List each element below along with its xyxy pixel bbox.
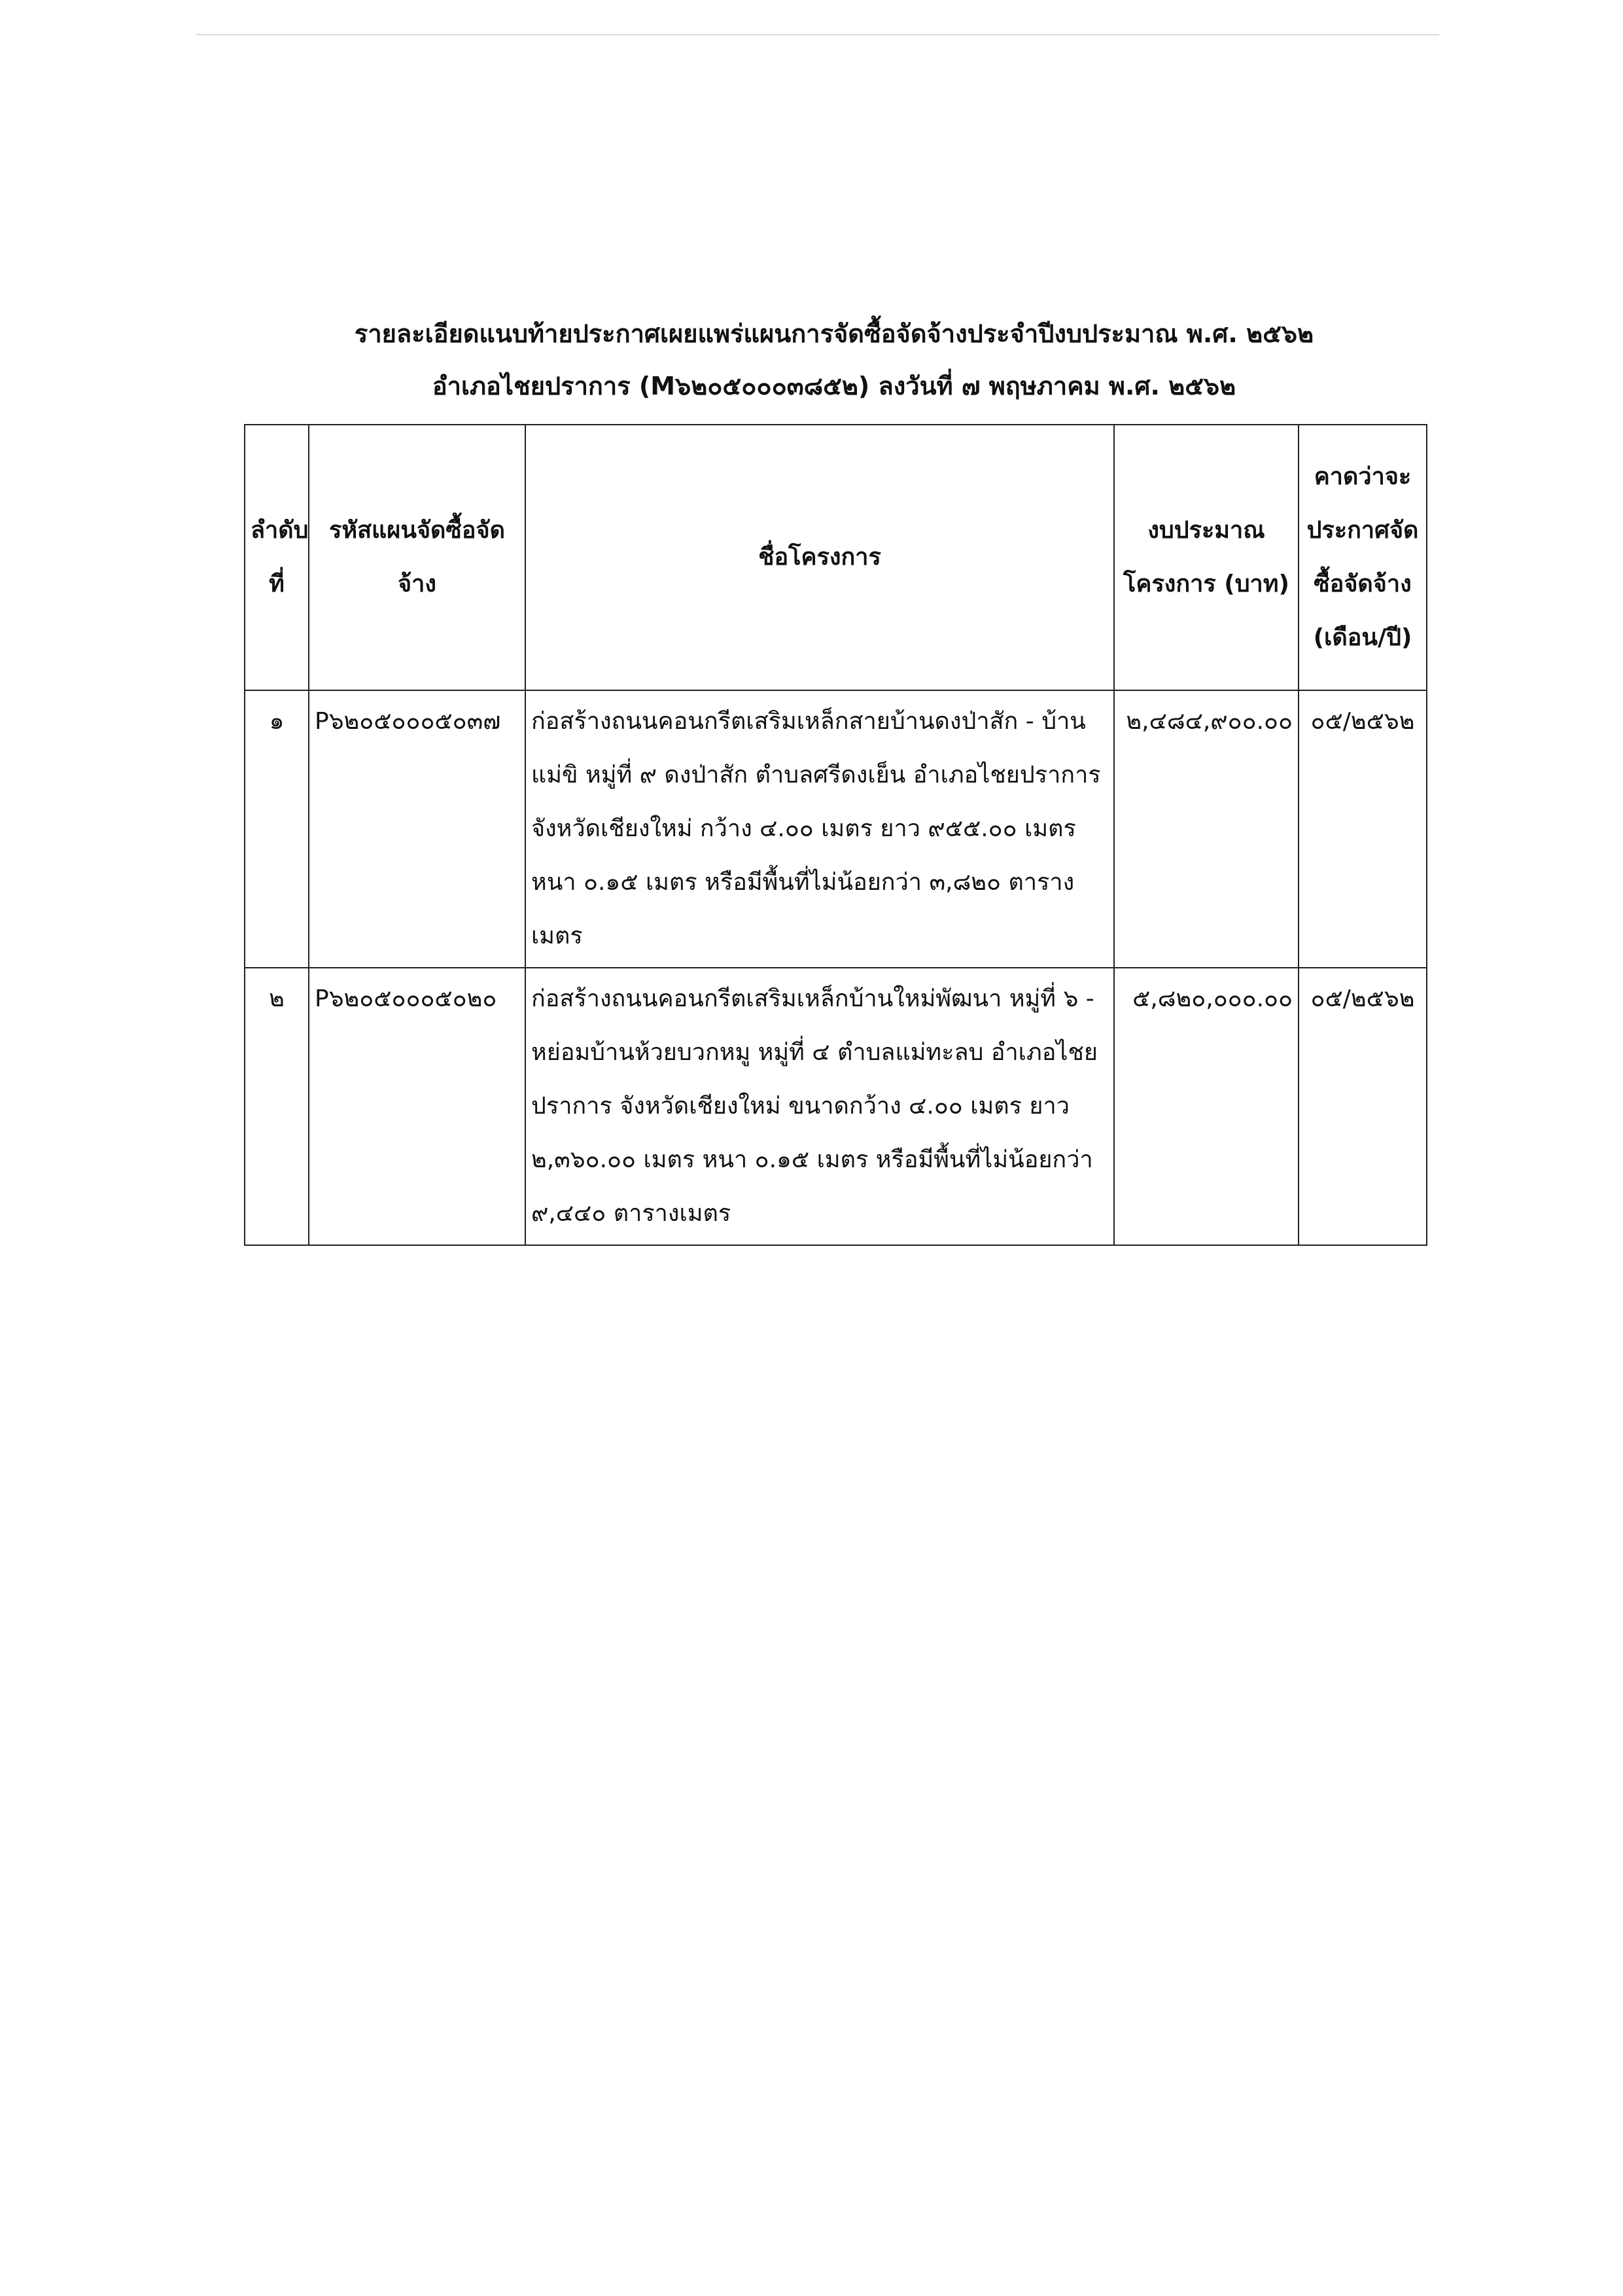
column-header-announce-date: คาดว่าจะประกาศจัดซื้อจัดจ้าง (เดือน/ปี)	[1299, 425, 1427, 690]
row-budget: ๕,๘๒๐,๐๐๐.๐๐	[1114, 968, 1299, 1245]
scan-edge-line	[196, 34, 1439, 35]
column-header-project-name: ชื่อโครงการ	[525, 425, 1114, 690]
row-announce-date: ๐๕/๒๕๖๒	[1299, 968, 1427, 1245]
row-plan-code: P๖๒๐๕๐๐๐๕๐๓๗	[309, 690, 525, 968]
document-header	[242, 308, 1426, 412]
row-project-name: ก่อสร้างถนนคอนกรีตเสริมเหล็กบ้านใหม่พัฒนา หมู่ที่ ๖ - หย่อมบ้านห้วยบวกหมู หมู่ที่ ๔ ตำบลแม่ทะลบ อำเภอไชยปราการ จังหวัดเชียงใหม่ ขนาดกว้าง ๔.๐๐ เมตร ยาว ๒,๓๖๐.๐๐ เมตร หนา ๐.๑๕ เมตร หรือมีพื้นที่ไม่น้อยกว่า ๙,๔๔๐ ตารางเมตร	[525, 968, 1114, 1245]
row-project-name: ก่อสร้างถนนคอนกรีตเสริมเหล็กสายบ้านดงป่าสัก - บ้านแม่ขิ หมู่ที่ ๙ ดงป่าสัก ตำบลศรีดงเย็น อำเภอไชยปราการ จังหวัดเชียงใหม่ กว้าง ๔.๐๐ เมตร ยาว ๙๕๕.๐๐ เมตร หนา ๐.๑๕ เมตร หรือมีพื้นที่ไม่น้อยกว่า ๓,๘๒๐ ตารางเมตร	[525, 690, 1114, 968]
document-subtitle: อำเภอไชยปราการ (M๖๒๐๕๐๐๐๓๘๕๒) ลงวันที่ ๗ พฤษภาคม พ.ศ. ๒๕๖๒	[432, 372, 1236, 400]
row-order: ๑	[245, 690, 309, 968]
row-order: ๒	[245, 968, 309, 1245]
procurement-plan-table	[244, 424, 1427, 1246]
column-header-plan-code: รหัสแผนจัดซื้อจัดจ้าง	[309, 425, 525, 690]
table-header-row	[245, 425, 1427, 690]
column-header-order: ลำดับที่	[245, 425, 309, 690]
table-row	[245, 690, 1427, 968]
document-title: รายละเอียดแนบท้ายประกาศเผยแพร่แผนการจัดซื้อจัดจ้างประจำปีงบประมาณ พ.ศ. ๒๕๖๒	[354, 319, 1314, 348]
row-announce-date: ๐๕/๒๕๖๒	[1299, 690, 1427, 968]
row-plan-code: P๖๒๐๕๐๐๐๕๐๒๐	[309, 968, 525, 1245]
column-header-budget: งบประมาณโครงการ (บาท)	[1114, 425, 1299, 690]
row-budget: ๒,๔๘๔,๙๐๐.๐๐	[1114, 690, 1299, 968]
table-row	[245, 968, 1427, 1245]
